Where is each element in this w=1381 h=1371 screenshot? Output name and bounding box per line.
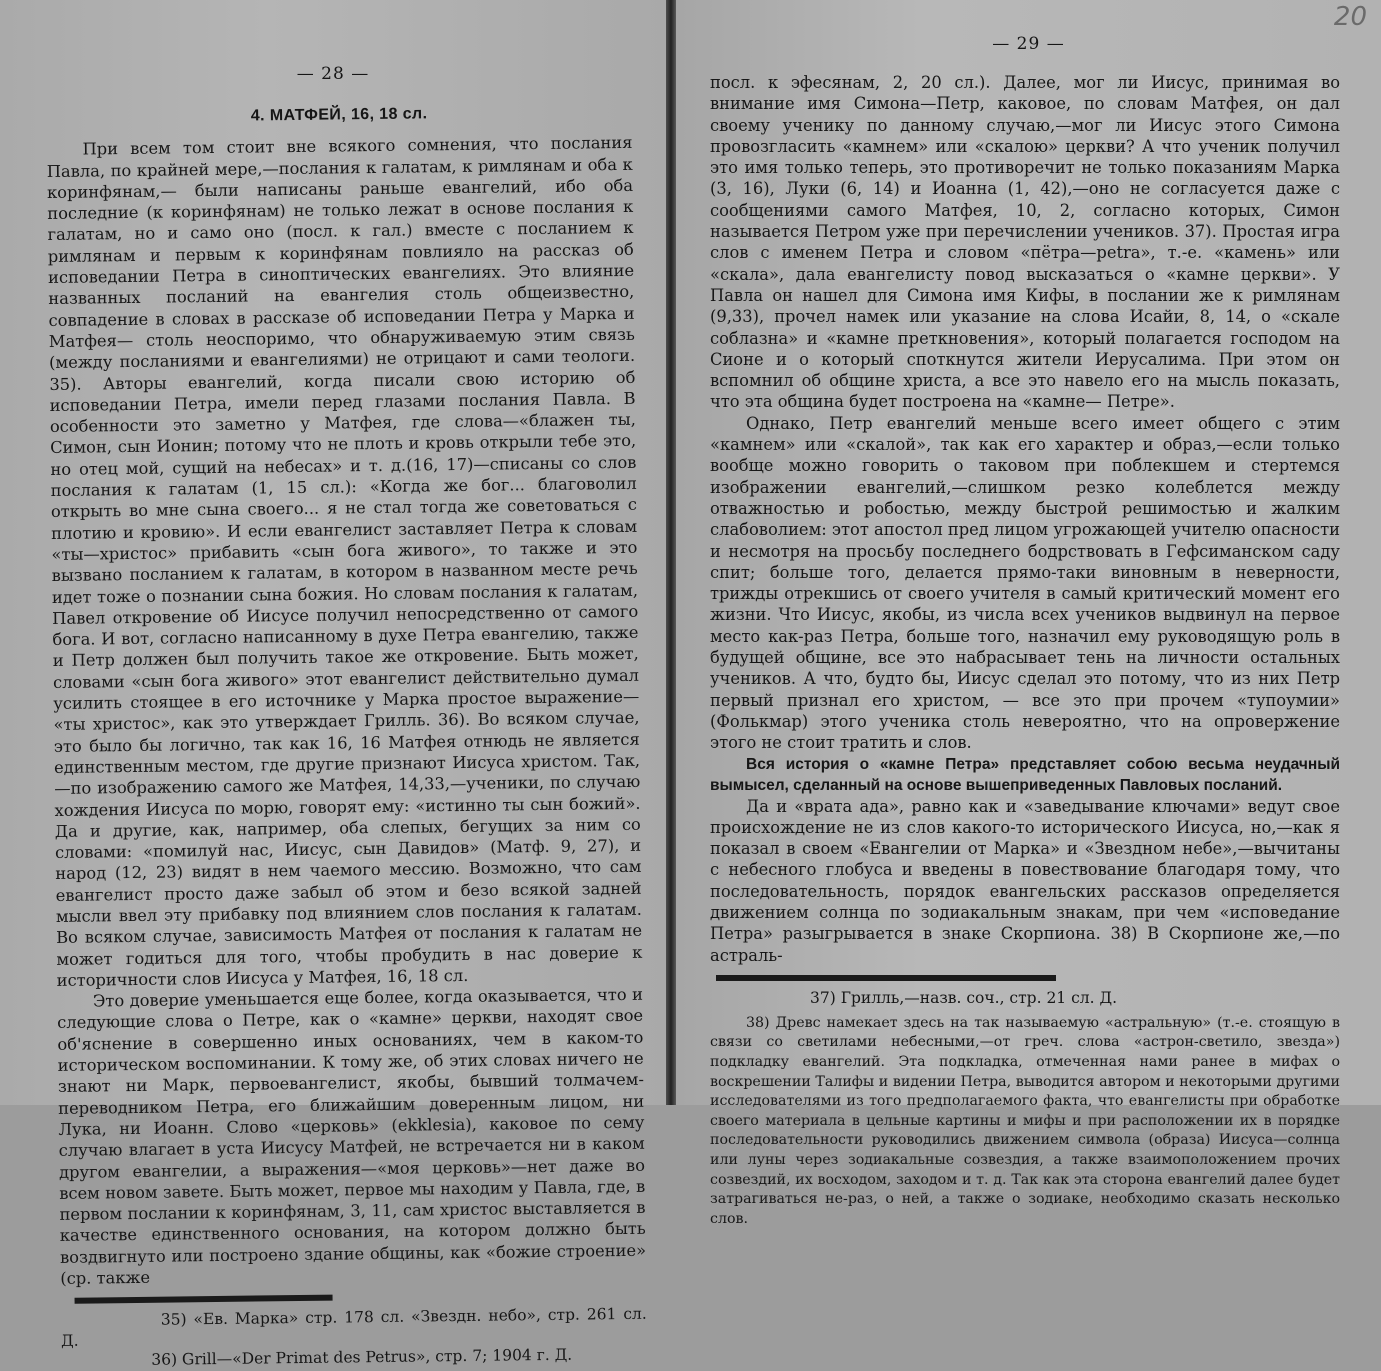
left-page-content	[46, 101, 647, 1371]
left-page	[0, 0, 666, 1370]
body-paragraph: Да и «врата ада», равно как и «заведывание ключами» ведут свое происхождение не из слов какого-то исторического Иисуса, но,—как я показал в своем «Евангелии от Марка» и «Звездном небе»,—вычитаны с небесного глобуса и введены в повествование благодаря тому, что последовательность, порядок евангельских рассказов определяется движением солнца по зодиакальным знакам, при чем «исповедание Петра» разыгрывается в знаке Скорпиона. 38) В Скорпионе же,—по астраль-	[710, 796, 1340, 965]
footnote: 38) Древс намекает здесь на так называемую «астральную» (т.-е. стоящую в связи со светилами небесными,—от греч. слова «астрон-светило, звезда») подкладку евангелий. Эта подкладка, отмеченная нами ранее в мифах о воскрешении Талифы и видении Петра, выводится автором и некоторыми другими исследователями из того предполагаемого факта, что евангелисты при обработке своего материала в цельные картины и мифы и при расположении их в порядке последовательности руководились движением символа (образа) Иисуса—солнца или луны через зодиакальные созвездия, а также взаимоположением прочих созвездий, их восходом, заходом и т. д. Так как эта сторона евангелий далее будет затрагиваться не-раз, о ней, а также о зодиаке, необходимо сказать несколько слов.	[710, 1014, 1340, 1227]
bold-statement: Вся история о «камне Петра» представляет собою весьма неудачный вымысел, сделанный на основе вышеприведенных Павловых посланий.	[710, 755, 1340, 794]
footnote: 37) Грилль,—назв. соч., стр. 21 сл. Д.	[810, 988, 1118, 1007]
book-gutter	[666, 0, 676, 1105]
right-page-content	[710, 72, 1340, 1229]
page-number: — 29 —	[992, 34, 1065, 54]
body-paragraph: При всем том стоит вне всякого сомнения, что послания Павла, по крайней мере,—послания к галатам, к римлянам и оба к коринфянам,— были написаны раньше евангелий, ибо оба последние (к коринфянам) не только лежат в основе послания к галатам, но и само оно (посл. к гал.) вместе с посланием к римлянам и первым к коринфянам повлияло на рассказ об исповедании Петра в синоптических евангелиях. Это влияние названных посланий на евангелия столь общеизвестно, совпадение в словах в рассказе об исповедании Петра у Марка и Матфея— столь неоспоримо, что обнаруживаемую этим связь (между посланиями и евангелиями) не отрицают и сами теологи. 35). Авторы евангелий, когда писали свою историю об исповедании Петра, имели перед глазами послания Павла. В особенности это заметно у Матфея, где слова—«блажен ты, Симон, сын Ионин; потому что не плоть и кровь открыли тебе это, но отец мой, сущий на небесах» и т. д.(16, 17)—списаны со слов послания к галатам (1, 15 сл.): «Когда же бог... благоволил открыть во мне сына своего... я не стал тогда же советоваться с плотию и кровию». И если евангелист заставляет Петра к словам «ты—христос» прибавить «сын бога живого», то также и это вызвано посланием к галатам, в котором в названном месте речь идет тоже о познании сына божия. Но словам послания к галатам, Павел откровение об Иисусе получил непосредственно от самого бога. И вот, согласно написанному в духе Петра евангелию, также и Петр должен был получить такое же откровение. Быть может, словами «сын бога живого» этот евангелист действительно думал усилить стоящее в его источнике у Марка простое выражение— «ты христос», как это утверждает Грилль. 36). Во всяком случае, это было бы логично, так как 16, 16 Матфея отнюдь не является единственным местом, где другие признают Иисуса христом. Так,—по изображению самого же Матфея, 14,33,—ученики, по случаю хождения Иисуса по морю, говорят ему: «истинно ты сын божий». Да и другие, как, например, оба слепых, бегущих за ним со словами: «помилуй нас, Иисус, сын Давидов» (Матф. 9, 27), и народ (12, 23) видят в нем чаемого мессию. Возможно, что сам евангелист просто даже забыл об этом и безо всякой задней мысли ввел эту прибавку под влиянием слов послания к галатам. Во всяком случае, зависимость Матфея от послания к галатам не может годиться для того, чтобы пробудить в нас доверие к историчности слов Иисуса у Матфея, 16, 18 сл.	[46, 133, 643, 990]
footnote-divider	[75, 1295, 333, 1304]
right-page	[676, 0, 1381, 1227]
body-paragraph: Однако, Петр евангелий меньше всего имеет общего с этим «камнем» или «скалой», так как его характер и образ,—если только вообще можно говорить о таковом при поблекшем и стертемся изображении евангелий,—слишком резко колеблется между отважностью и робостью, между быстрой решимостью и жалким слабоволием: этот апостол пред лицом угрожающей учителю опасности и несмотря на просьбу последнего бодрствовать в Гефсиманском саду спит; больше того, делается прямо-таки виновным в неверности, трижды отрекшись от своего учителя в самый критический момент его жизни. Что Иисус, якобы, из числа всех учеников выдвинул на первое место как-раз Петра, больше того, назначил ему руководящую роль в будущей общине, все это набрасывает тень на личности остальных учеников. А что, будто бы, Иисус сделал это потому, что из них Петр первый признал его христом, — все это при прочем «тупоумии» (Фолькмар) этого ученика столь невероятно, что на опровержение этого не стоит тратить и слов.	[710, 413, 1340, 753]
footnote: 36) Grill—«Der Primat des Petrus», стр. 7; 1904 г. Д.	[151, 1345, 573, 1370]
page-number: — 28 —	[296, 64, 370, 84]
footnote: 35) «Ев. Марка» стр. 178 сл. «Звездн. небо», стр. 261 сл. Д.	[60, 1305, 647, 1351]
handwritten-mark: 20	[1333, 2, 1367, 32]
body-paragraph: Это доверие уменьшается еще более, когда оказывается, что и следующие слова о Петре, как о «камне» церкви, находят свое об'яснение в совершенно иных основаниях, чем в каком-то историческом воспоминании. К тому же, об этих словах ничего не знают ни Марк, первоевангелист, якобы, бывший толмачем-переводником Петра, его ближайшим доверенным лицом, ни Лука, ни Иоанн. Слово «церковь» (ekklesia), каковое по сему случаю влагает в уста Иисусу Матфей, не встречается ни в каком другом евангелии, а выражения—«моя церковь»—нет даже во всем новом завете. Быть может, первое мы находим у Павла, где, в первом послании к коринфянам, 3, 11, сам христос выставляется в качестве единственного основания, на котором должно быть воздвигнуто или построено здание общины, как «божие строение» (ср. также	[57, 984, 647, 1288]
footnote-divider	[716, 975, 1056, 981]
chapter-heading: 4. МАТФЕЙ, 16, 18 сл.	[250, 105, 428, 125]
body-paragraph: посл. к эфесянам, 2, 20 сл.). Далее, мог ли Иисус, принимая во внимание имя Симона—Петр, каковое, по словам Матфея, он дал своему ученику по данному случаю,—мог ли Иисус этого Симона провозгласить «камнем» или «скалою» церкви? А что ученик получил это имя только теперь, это противоречит не только показаниям Марка (3, 16), Луки (6, 14) и Иоанна (1, 42),—оно не согласуется даже с сообщениями самого Матфея, 10, 2, согласно которых, Симон называется Петром уже при перечислении учеников. 37). Простая игра слов с именем Петра и словом «пётра—petra», т.-е. «камень» или «скала», дала евангелисту повод высказаться о «камне церкви». У Павла он нашел для Симона имя Кифы, в послании же к римлянам (9,33), прочел намек или указание на слова Исайи, 8, 14, о «скале соблазна» и «камне преткновения», который полагается господом на Сионе и о который споткнутся жители Иерусалима. При этом он вспомнил об общине христа, а все это навело его на мысль показать, что эта община будет построена на «камне— Петре».	[710, 73, 1340, 412]
